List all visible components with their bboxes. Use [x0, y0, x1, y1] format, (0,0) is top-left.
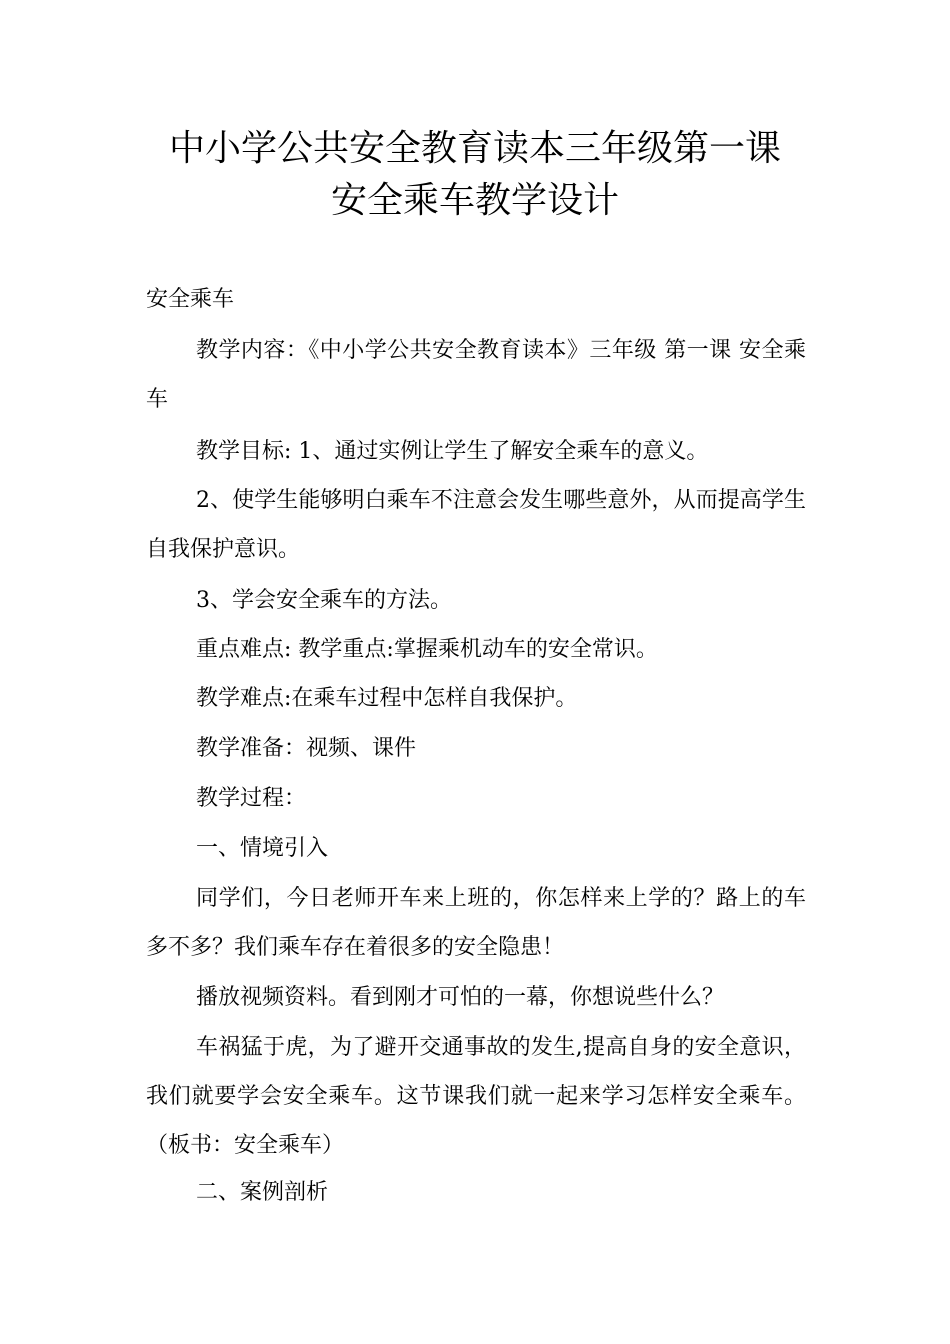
document-title-line-2: 安全乘车教学设计 — [330, 180, 619, 221]
teaching-goal-1: 教学目标: 1、通过实例让学生了解安全乘车的意义。 — [196, 439, 709, 464]
section-heading-2: 二、案例剖析 — [196, 1180, 329, 1205]
safety-paragraph: 车祸猛于虎，为了避开交通事故的发生,提高自身的安全意识，我们就要学会安全乘车。这节课我们就一起来学习怎样安全乘车。（板书：安全乘车） — [146, 1035, 806, 1158]
teaching-goal-3: 3、学会安全乘车的方法。 — [196, 588, 452, 613]
teaching-content: 教学内容：《中小学公共安全教育读本》三年级 第一课 安全乘车 — [146, 338, 806, 412]
video-paragraph: 播放视频资料。看到刚才可怕的一幕，你想说些什么？ — [196, 985, 725, 1010]
section-label: 安全乘车 — [146, 287, 235, 312]
teaching-goal-2: 2、使学生能够明白乘车不注意会发生哪些意外，从而提高学生自我保护意识。 — [146, 488, 806, 562]
intro-paragraph: 同学们，今日老师开车来上班的，你怎样来上学的？路上的车多不多？我们乘车存在着很多的安全隐患！ — [146, 886, 806, 960]
teaching-process: 教学过程： — [196, 786, 307, 811]
difficult-points: 教学难点:在乘车过程中怎样自我保护。 — [196, 686, 578, 711]
section-heading-1: 一、情境引入 — [196, 836, 329, 861]
key-points: 重点难点: 教学重点:掌握乘机动车的安全常识。 — [196, 637, 658, 662]
document-title-line-1: 中小学公共安全教育读本三年级第一课 — [168, 128, 781, 169]
teaching-preparation: 教学准备：视频、课件 — [196, 736, 417, 761]
